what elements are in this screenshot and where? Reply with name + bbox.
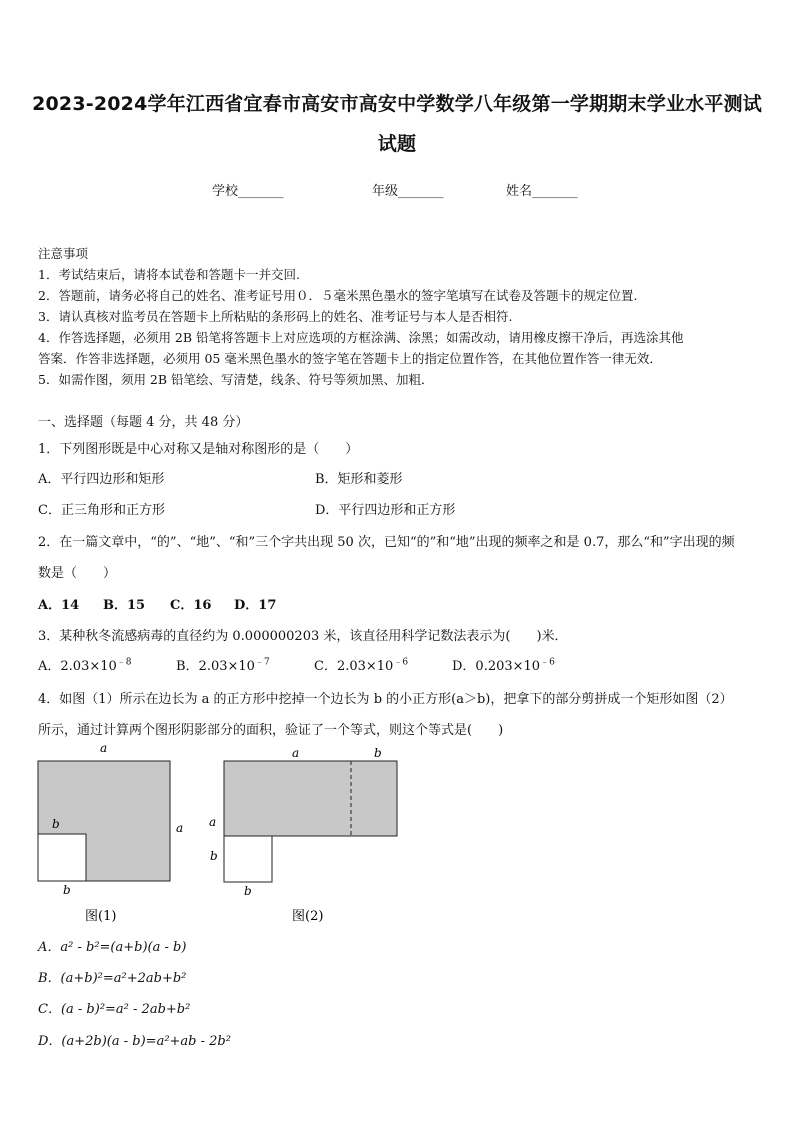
q1-option-c: C．正三角形和正方形 (38, 503, 165, 518)
notice-item: 4．作答选择题，必须用 2B 铅笔将答题卡上对应选项的方框涂满、涂黑；如需改动，请用橡皮擦干净后，再选涂其他 (38, 330, 684, 345)
notice-heading: 注意事项 (38, 246, 89, 261)
fig2-label-bottom-b: b (244, 884, 252, 898)
q3-option-b: B．$2.03\times 10^{﹣7}$ (176, 657, 270, 674)
q4-stem-line1: 4．如图（1）所示在边长为 a 的正方形中挖掉一个边长为 b 的小正方形(a＞b)，把拿下的部分剪拼成一个矩形如图（2） (38, 692, 733, 707)
notice-item: 1．考试结束后，请将本试卷和答题卡一并交回. (38, 267, 300, 282)
exam-title-line1: 2023-2024学年江西省宜春市高安市高安中学数学八年级第一学期期末学业水平测试 (32, 93, 762, 115)
q1-option-b: B．矩形和菱形 (315, 472, 403, 487)
figure-1 (30, 738, 200, 928)
fig2-label-top-b: b (374, 746, 382, 760)
fig2-small-square (224, 836, 272, 882)
fig2-label-left-b: b (210, 849, 218, 863)
figure-2 (200, 738, 410, 928)
q3-option-a: A．$2.03\times 10^{﹣8}$ (38, 657, 132, 674)
fig2-caption: 图(2) (292, 909, 324, 924)
q3-option-d: D．$0.203\times 10^{﹣6}$ (452, 657, 555, 674)
notice-item: 5．如需作图，须用 2B 铅笔绘、写清楚，线条、符号等须加黑、加粗． (38, 372, 434, 387)
q1-option-a: A．平行四边形和矩形 (38, 472, 165, 487)
school-field: 学校_______ (212, 184, 284, 199)
q3-option-c: C．$2.03\times 10^{﹣6}$ (314, 657, 409, 674)
q4-option-d: D．(a+2b)(a - b)=a²+ab - 2b² (38, 1034, 231, 1049)
q4-option-b: B．(a+b)²=a²+2ab+b² (38, 971, 187, 986)
q2-option-a: A．14 (38, 598, 80, 613)
q2-option-c: C．16 (170, 598, 212, 613)
q2-option-b: B．15 (103, 598, 146, 613)
q2-option-d: D．17 (234, 598, 277, 613)
fig1-small-square (38, 834, 86, 881)
q3-stem: 3．某种秋冬流感病毒的直径约为 0.000000203 米，该直径用科学记数法表示为( )米． (38, 629, 568, 644)
fig1-caption: 图(1) (85, 909, 117, 924)
name-field: 姓名_______ (506, 184, 578, 199)
q4-stem-line2: 所示，通过计算两个图形阴影部分的面积，验证了一个等式，则这个等式是( ) (38, 723, 504, 738)
section-heading: 一、选择题（每题 4 分，共 48 分） (38, 415, 249, 430)
q4-option-c: C．(a - b)²=a² - 2ab+b² (38, 1002, 191, 1017)
fig1-label-inner: b (52, 817, 60, 831)
notice-item: 2．答题前，请务必将自己的姓名、准考证号用０．５毫米黑色墨水的签字笔填写在试卷及答题卡的规定位置. (38, 288, 638, 303)
grade-field: 年级_______ (372, 184, 444, 199)
q1-option-d: D．平行四边形和正方形 (315, 503, 456, 518)
exam-title-line2: 试题 (377, 133, 417, 155)
fig1-label-bottom: b (63, 883, 71, 897)
q4-option-a: A．a² - b²=(a+b)(a - b) (38, 940, 187, 955)
fig2-label-left-a: a (209, 815, 217, 829)
q1-stem: 1．下列图形既是中心对称又是轴对称图形的是（ ） (38, 442, 359, 457)
fig1-label-right: a (176, 821, 184, 835)
fig2-rectangle (224, 761, 397, 836)
q2-stem-line2: 数是（ ） (38, 566, 117, 581)
fig2-label-top-a: a (292, 746, 300, 760)
q2-stem-line1: 2．在一篇文章中，“的”、“地”、“和”三个字共出现 50 次，已知“的”和“地”出现的频率之和是 0.7，那么“和”字出现的频 (38, 535, 735, 550)
fig1-label-top: a (100, 741, 108, 755)
notice-item: 3．请认真核对监考员在答题卡上所粘贴的条形码上的姓名、准考证号与本人是否相符. (38, 309, 513, 324)
notice-item: 答案．作答非选择题，必须用 05 毫米黑色墨水的签字笔在答题卡上的指定位置作答，在其他位置作答一律无效． (38, 351, 662, 366)
